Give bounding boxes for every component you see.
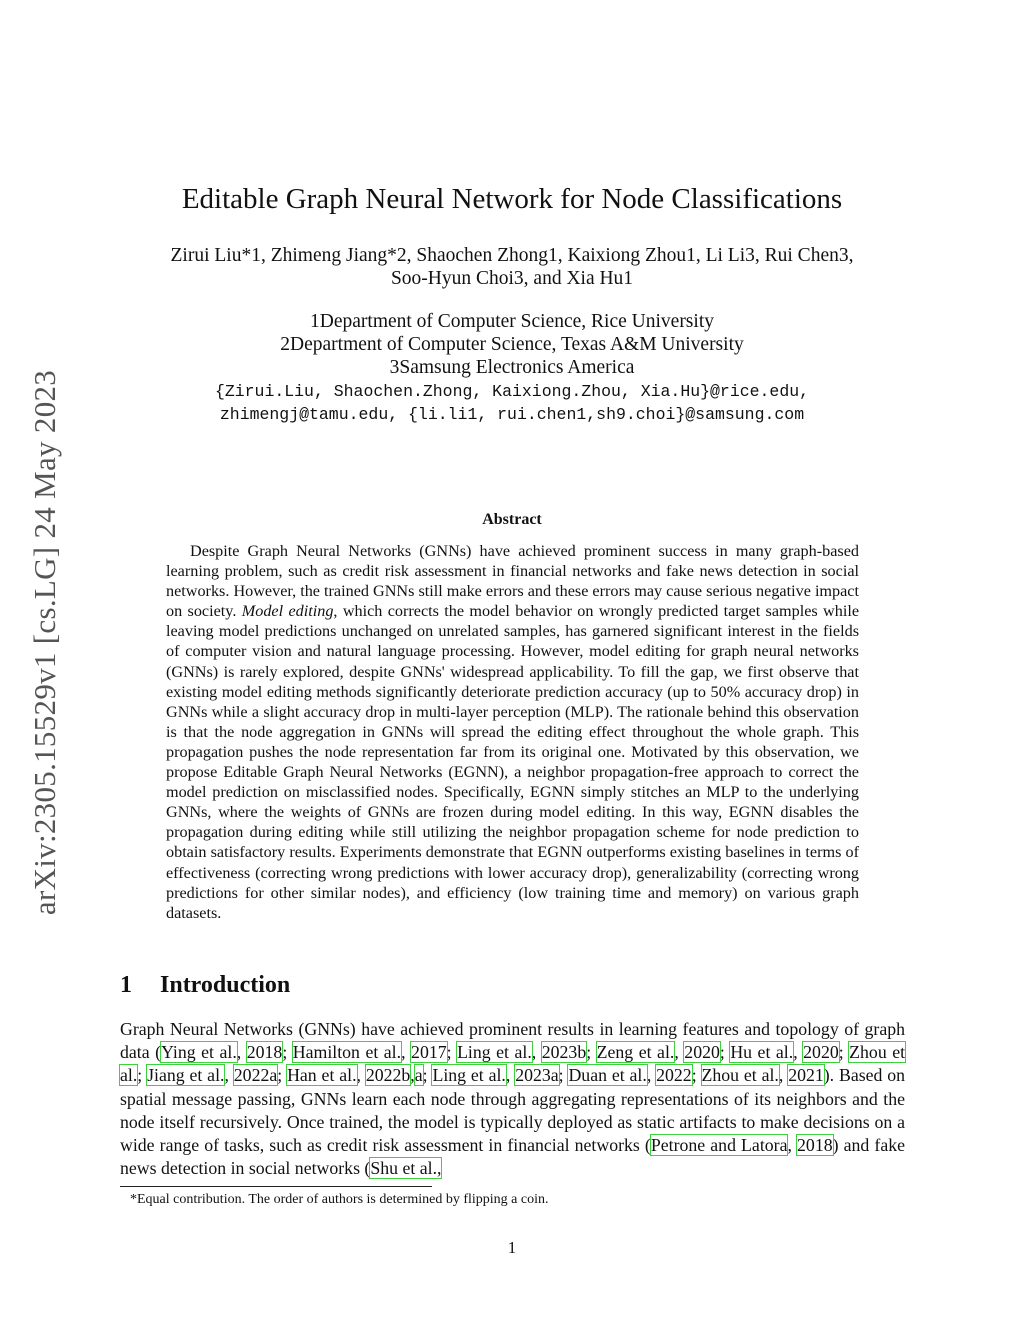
abstract-egnn-name: Editable Graph Neural Networks xyxy=(223,763,443,782)
emails-line-2 xyxy=(0,403,1024,426)
section-title: Introduction xyxy=(160,972,291,998)
abstract-paragraph xyxy=(166,541,859,923)
citation-link[interactable]: 2017 xyxy=(411,1042,447,1063)
citation-link[interactable]: 2022a xyxy=(233,1065,278,1086)
authors-line-1: Zirui Liu*1, Zhimeng Jiang*2, Shaochen Zhong1, Kaixiong Zhou1, Li Li3, Rui Chen3, xyxy=(170,245,854,266)
citation-link[interactable]: Ling et al. xyxy=(432,1065,506,1086)
citation-link[interactable]: 2018 xyxy=(246,1042,283,1063)
email-samsung: {li.li1, rui.chen1,sh9.choi}@samsung.com xyxy=(408,405,805,424)
citation-link[interactable]: 2022 xyxy=(656,1065,692,1086)
section-heading xyxy=(120,972,290,999)
citation-link[interactable]: Zeng et al. xyxy=(596,1042,675,1063)
arxiv-sidebar xyxy=(25,340,65,945)
intro-text: ) and fake news detection in social networks ( xyxy=(120,1135,905,1179)
citation-link[interactable]: a xyxy=(414,1065,423,1086)
section-number: 1 xyxy=(120,972,132,998)
citation-link[interactable]: Ling et al. xyxy=(457,1042,532,1063)
paper-title: Editable Graph Neural Network for Node Classifications xyxy=(181,183,843,215)
intro-paragraph: Graph Neural Networks (GNNs) have achieved prominent results in learning features and topology of graph data (Ying et al., 2018; Hamilton et al., 2017; Ling et al., 2023b; Zeng et al., 2020; Hu et al., 2020; Zhou et al.; Jiang et al., 2022a; Han et al., 2022b,a; Ling et al., 2023a; Duan et al., 2022; Zhou et al., 2021). Based on spatial message passing, GNNs learn each node through aggregating representations of its neighbors and the node itself recursively. Once trained, the model is typically deployed as static artifacts to make decisions on a wide range of tasks, such as credit risk assessment in financial networks (Petrone and Latora, 2018) and fake news detection in social networks (Shu et al., xyxy=(120,1019,906,1179)
citation-link[interactable]: 2018 xyxy=(797,1135,833,1156)
affiliations xyxy=(0,310,1024,426)
citation-link[interactable]: Ying et al. xyxy=(161,1042,237,1063)
citation-link[interactable]: Zhou et al. xyxy=(120,1042,906,1086)
citation-link[interactable]: 2022b xyxy=(365,1065,411,1086)
citation-link[interactable]: Han et al. xyxy=(287,1065,357,1086)
affiliation-2: 2Department of Computer Science, Texas A&M University xyxy=(280,334,744,355)
intro-text: Graph Neural Networks (GNNs) have achieved prominent results in learning features and topology of graph data ( xyxy=(120,1019,905,1063)
abstract-model-editing: Model editing xyxy=(241,602,334,621)
citation-link[interactable]: Hu et al. xyxy=(730,1042,794,1063)
abstract-text-1: Despite Graph Neural Networks (GNNs) have achieved prominent success in many graph-based learning problem, such as credit risk assessment in financial networks and fake news detection in social networks. However, the trained GNNs still make errors and these errors may cause serious negative impact on society. xyxy=(166,542,859,621)
citation-link[interactable]: Hamilton et al. xyxy=(292,1042,402,1063)
citation-link[interactable]: Zhou et al. xyxy=(701,1065,779,1086)
citation-link[interactable]: Petrone and Latora xyxy=(650,1135,788,1156)
authors-line-2: Soo-Hyun Choi3, and Xia Hu1 xyxy=(390,268,634,289)
abstract-text-2: , which corrects the model behavior on wrongly predicted target samples while leaving model predictions unchanged on unrelated samples, has garnered significant interest in the fields of computer vision and natural language processing. However, model editing for graph neural networks (GNNs) is rarely explored, despite GNNs' widespread applicability. To fill the gap, we first observe that existing model editing methods significantly deteriorate prediction accuracy (up to 50% accuracy drop) in GNNs while a slight accuracy drop in multi-layer perception (MLP). The rationale behind this observation is that the node aggregation in GNNs will spread the editing effect throughout the whole graph. This propagation pushes the node representation far from its original one. Motivated by this observation, we propose xyxy=(166,602,860,782)
affiliation-1: 1Department of Computer Science, Rice University xyxy=(310,311,714,332)
citation-link[interactable]: Jiang et al. xyxy=(147,1065,225,1086)
intro-body xyxy=(120,1018,905,1180)
citation-link[interactable]: 2021 xyxy=(788,1065,824,1086)
citation-link[interactable]: 2020 xyxy=(803,1042,839,1063)
abstract-text-3: (EGNN), a neighbor propagation-free approach to correct the model prediction on misclassified nodes. Specifically, EGNN simply stitches an MLP to the underlying GNNs, where the weights of GNNs are frozen during model editing. In this way, EGNN disables the propagation during editing while still utilizing the neighbor propagation scheme for node prediction to obtain satisfactory results. Experiments demonstrate that EGNN outperforms existing baselines in terms of effectiveness (correcting wrong predictions with lower accuracy drop), generalizability (correcting wrong predictions for other similar nodes), and efficiency (low training time and memory) on various graph datasets. xyxy=(166,763,859,922)
citation-link[interactable]: Shu et al., xyxy=(370,1158,442,1179)
page-number: 1 xyxy=(507,1238,517,1257)
citation-link[interactable]: 2023a xyxy=(515,1065,559,1086)
footnote-rule xyxy=(120,1186,432,1187)
footnote: *Equal contribution. The order of authors is determined by flipping a coin. xyxy=(130,1192,549,1207)
citation-link[interactable]: 2020 xyxy=(684,1042,720,1063)
arxiv-id: arXiv:2305.15529v1 [cs.LG] 24 May 2023 xyxy=(27,369,62,916)
abstract-body xyxy=(166,541,859,923)
email-tamu: zhimengj@tamu.edu, xyxy=(219,405,399,424)
citation-link[interactable]: Duan et al. xyxy=(568,1065,647,1086)
intro-text: ). Based on spatial message passing, GNNs learn each node through aggregating representations of its neighbors and the node itself recursively. Once trained, the model is typically deployed as static artifacts to make decisions on a wide range of tasks, such as credit risk assessment in financial networks ( xyxy=(120,1065,906,1156)
authors xyxy=(0,244,1024,290)
affiliation-3: 3Samsung Electronics America xyxy=(389,357,635,378)
abstract-heading: Abstract xyxy=(482,511,542,528)
citation-link[interactable]: 2023b xyxy=(541,1042,587,1063)
emails-line-1: {Zirui.Liu, Shaochen.Zhong, Kaixiong.Zhou, Xia.Hu}@rice.edu, xyxy=(214,382,810,401)
